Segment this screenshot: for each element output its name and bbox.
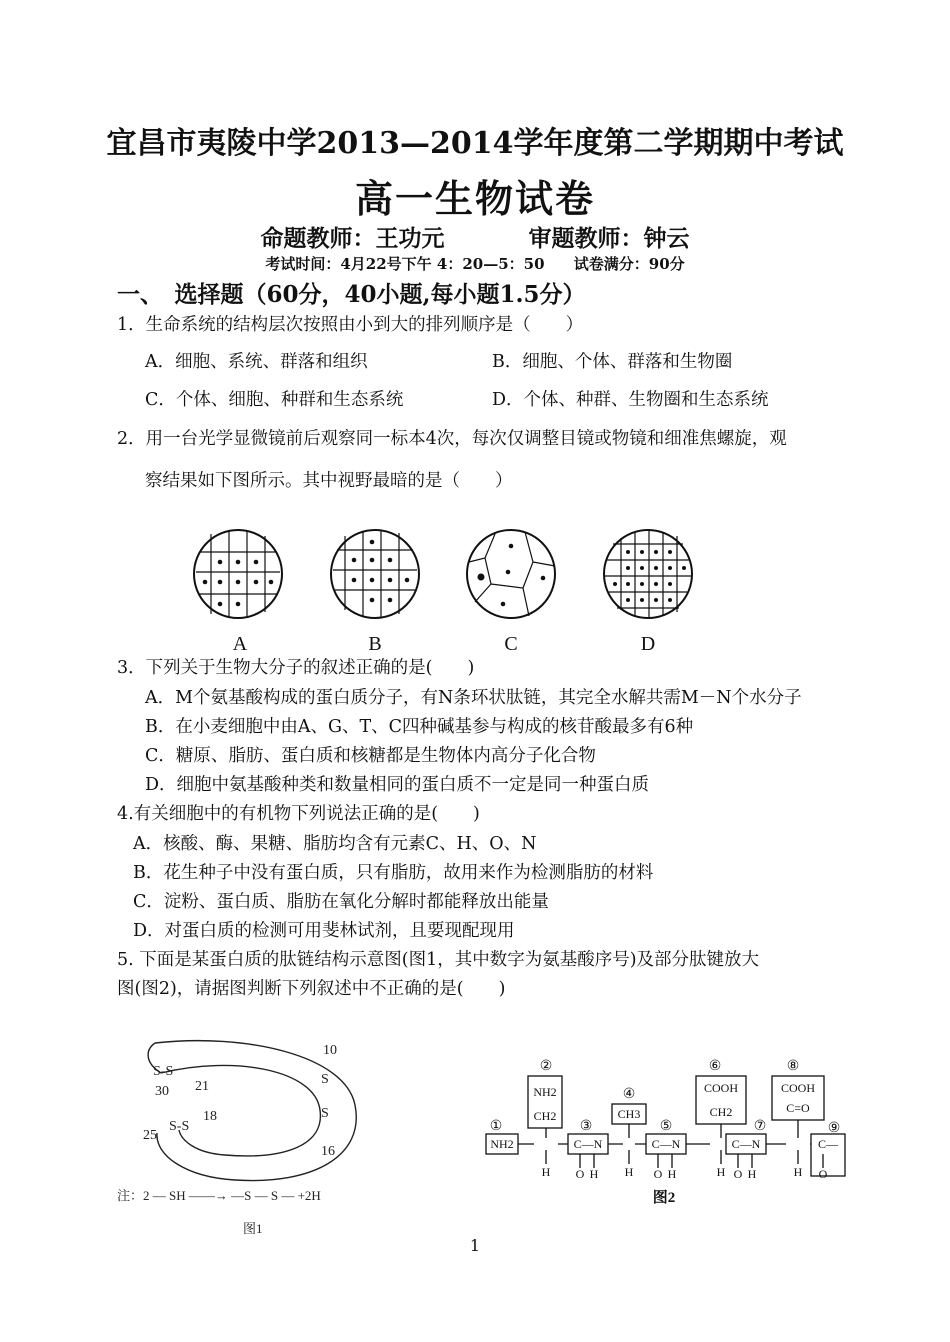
svg-text:H: H bbox=[624, 1165, 634, 1179]
fig2-nh2-terminal: NH2 bbox=[490, 1137, 514, 1151]
svg-text:O: O bbox=[575, 1167, 585, 1181]
fig2-circle-5: ⑤ bbox=[659, 1119, 673, 1134]
fig2-circle-3: ③ bbox=[579, 1119, 593, 1134]
q1-option-b: B．细胞、个体、群落和生物圈 bbox=[492, 352, 733, 372]
fig2-circle-2: ② bbox=[539, 1059, 553, 1074]
q4-option-c: C．淀粉、蛋白质、脂肪在氧化分解时都能释放出能量 bbox=[133, 892, 549, 912]
q4-option-a: A．核酸、酶、果糖、脂肪均含有元素C、H、O、N bbox=[133, 834, 537, 854]
full-score: 试卷满分：90分 bbox=[573, 255, 685, 273]
fig2-bond-3: C—N bbox=[731, 1137, 761, 1151]
fig2-circle-8: ⑧ bbox=[786, 1059, 800, 1074]
fig1-note: 注：2 — SH ——→ —S — S — +2H bbox=[117, 1188, 321, 1203]
fig1-label-16: 16 bbox=[321, 1144, 335, 1159]
q1-option-d: D．个体、种群、生物圈和生态系统 bbox=[492, 390, 769, 410]
microscope-figure bbox=[185, 522, 705, 657]
svg-text:O: O bbox=[818, 1167, 828, 1181]
q4-option-d: D．对蛋白质的检测可用斐林试剂，且要现配现用 bbox=[133, 921, 515, 941]
fig2-circle-6: ⑥ bbox=[708, 1059, 722, 1074]
fig1-label-10: 10 bbox=[323, 1043, 337, 1058]
q1-option-a: A．细胞、系统、群落和组织 bbox=[145, 352, 368, 372]
svg-text:H: H bbox=[793, 1165, 803, 1179]
q1-option-c: C．个体、细胞、种群和生态系统 bbox=[145, 390, 404, 410]
exam-time: 考试时间：4月22号下午 4：20—5：50 bbox=[265, 255, 545, 273]
fig2-circle-1: ① bbox=[489, 1119, 503, 1134]
fig2-cooh-2: COOH bbox=[780, 1081, 816, 1095]
fig2-ch3: CH3 bbox=[617, 1107, 641, 1121]
svg-text:H: H bbox=[589, 1167, 599, 1181]
fig-label-c: C bbox=[504, 633, 518, 655]
q4-stem: 4.有关细胞中的有机物下列说法正确的是( ) bbox=[117, 804, 480, 824]
q3-option-b: B．在小麦细胞中由A、G、T、C四种碱基参与构成的核苷酸最多有6种 bbox=[145, 717, 694, 737]
fig2-nh2-r: NH2 bbox=[533, 1085, 557, 1099]
field-d bbox=[604, 530, 692, 618]
fig2-bond-2: C—N bbox=[651, 1137, 681, 1151]
fig1-label-25: 25 bbox=[143, 1128, 157, 1143]
school-title: 宜昌市夷陵中学2013—2014学年度第二学期期中考试 bbox=[106, 126, 844, 161]
fig2-circle-9: ⑨ bbox=[827, 1121, 841, 1136]
svg-text:H: H bbox=[716, 1165, 726, 1179]
fig2-cooh-1: COOH bbox=[703, 1081, 739, 1095]
subject-title: 高一生物试卷 bbox=[354, 176, 595, 221]
q3-stem: 3．下列关于生物大分子的叙述正确的是( ) bbox=[117, 658, 475, 678]
q4-option-b: B．花生种子中没有蛋白质，只有脂肪，故用来作为检测脂肪的材料 bbox=[133, 863, 654, 883]
fig-label-b: B bbox=[368, 633, 382, 655]
svg-text:H: H bbox=[667, 1167, 677, 1181]
fig2-bond-1: C—N bbox=[573, 1137, 603, 1151]
svg-text:H: H bbox=[541, 1165, 551, 1179]
reviewer: 审题教师：钟云 bbox=[528, 225, 690, 252]
fig-label-d: D bbox=[640, 633, 656, 655]
fig1-label-ss1: S-S bbox=[153, 1064, 174, 1079]
fig2-ch2-r1: CH2 bbox=[533, 1109, 557, 1123]
fig2-c-double-o: C=O bbox=[786, 1101, 810, 1115]
fig1-label-ss2: S-S bbox=[169, 1119, 190, 1134]
q1-stem: 1．生命系统的结构层次按照由小到大的排列顺序是（ ） bbox=[117, 315, 584, 335]
fig2-circle-4: ④ bbox=[622, 1087, 636, 1102]
q5-stem-line2: 图(图2)，请据图判断下列叙述中不正确的是( ) bbox=[117, 979, 506, 999]
fig-label-a: A bbox=[232, 633, 248, 655]
fig1-label-s1: S bbox=[321, 1072, 329, 1087]
fig1-label-18: 18 bbox=[203, 1109, 217, 1124]
fig1-label-30: 30 bbox=[155, 1084, 169, 1099]
svg-text:O: O bbox=[653, 1167, 663, 1181]
fig1-label-s2: S bbox=[321, 1106, 329, 1121]
page-number: 1 bbox=[469, 1236, 481, 1255]
svg-text:H: H bbox=[747, 1167, 757, 1181]
figure-2-peptide-bonds bbox=[484, 1052, 854, 1212]
fig2-ch2-r2: CH2 bbox=[709, 1105, 733, 1119]
q2-stem-line2: 察结果如下图所示。其中视野最暗的是（ ） bbox=[145, 471, 513, 491]
fig2-caption: 图2 bbox=[652, 1190, 676, 1206]
svg-text:O: O bbox=[733, 1167, 743, 1181]
q3-option-c: C．糖原、脂肪、蛋白质和核糖都是生物体内高分子化合物 bbox=[145, 746, 596, 766]
q3-option-d: D．细胞中氨基酸种类和数量相同的蛋白质不一定是同一种蛋白质 bbox=[145, 775, 650, 795]
figure-1-peptide-chain bbox=[115, 1035, 395, 1245]
q3-option-a: A．M个氨基酸构成的蛋白质分子，有N条环状肽链，其完全水解共需M－N个水分子 bbox=[145, 688, 802, 708]
fig1-caption: 图1 bbox=[243, 1221, 263, 1236]
field-b bbox=[331, 530, 419, 618]
q5-stem-line1: 5. 下面是某蛋白质的肽链结构示意图(图1，其中数字为氨基酸序号)及部分肽键放大 bbox=[117, 950, 760, 970]
fig1-label-21: 21 bbox=[195, 1079, 209, 1094]
author: 命题教师：王功元 bbox=[260, 225, 445, 252]
section-title: 一、 选择题（60分，40小题,每小题1.5分） bbox=[117, 281, 586, 308]
fig2-circle-7: ⑦ bbox=[753, 1119, 767, 1134]
q2-stem-line1: 2．用一台光学显微镜前后观察同一标本4次，每次仅调整目镜或物镜和细准焦螺旋，观 bbox=[117, 429, 787, 449]
exam-meta bbox=[0, 253, 950, 274]
fig2-c-terminal: C— bbox=[817, 1137, 839, 1151]
authors-line bbox=[0, 220, 950, 253]
